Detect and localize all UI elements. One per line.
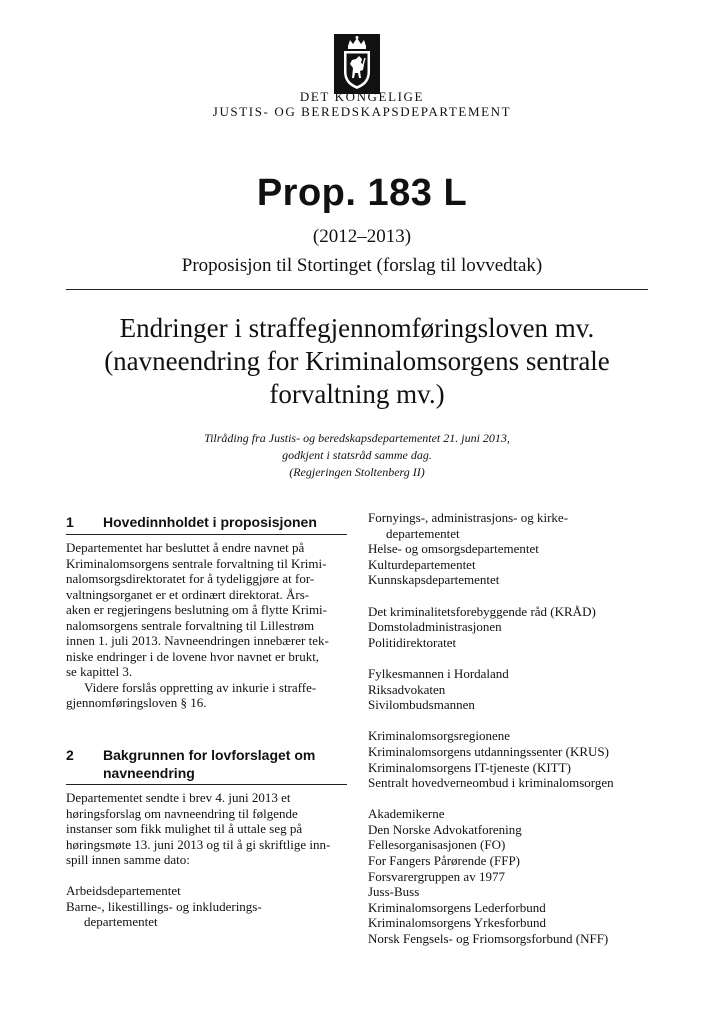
recommendation-line: godkjent i statsråd samme dag.	[282, 448, 432, 462]
list-item: Kunnskapsdepartementet	[368, 572, 500, 588]
text-line: gjennomføringsloven § 16.	[66, 695, 207, 710]
section-title	[103, 746, 348, 782]
list-item: Kulturdepartementet	[368, 556, 476, 572]
list-gap	[368, 713, 658, 729]
list-item: Kriminalomsorgens utdanningssenter (KRUS)	[368, 743, 609, 759]
section-1-paragraph	[66, 540, 347, 711]
main-title-line: (navneendring for Kriminalomsorgens sentrale	[104, 346, 610, 376]
text-line: høringsmøte 13. juni 2013 og til å gi skriftlige inn-	[66, 836, 331, 852]
main-title-line: forvaltning mv.)	[269, 379, 445, 409]
list-gap	[368, 650, 658, 666]
list-gap	[368, 791, 658, 807]
list-item: Politidirektoratet	[368, 634, 457, 650]
list-item: Sivilombudsmannen	[368, 697, 475, 713]
consultation-list-left	[66, 883, 347, 930]
section-title-line: Bakgrunnen for lovforslaget om	[103, 747, 316, 763]
list-item: departementet	[386, 525, 460, 541]
section-2-paragraph	[66, 790, 347, 868]
text-line: Kriminalomsorgens sentrale forvaltning til Krimi-	[66, 555, 327, 571]
text-line: Departementet sendte i brev 4. juni 2013 et	[66, 790, 291, 805]
list-item: Den Norske Advokatforening	[368, 821, 522, 837]
list-item: departementet	[84, 914, 158, 929]
list-item: Riksadvokaten	[368, 681, 446, 697]
main-title-line: Endringer i straffegjennomføringsloven mv.	[119, 313, 595, 343]
text-line: nalomsorgsdirektoratet for å tydeliggjøre at for-	[66, 571, 315, 586]
text-line: Videre forslås oppretting av inkurie i straffe-	[84, 679, 317, 695]
recommendation-line: (Regjeringen Stoltenberg II)	[289, 465, 425, 479]
consultation-list-right	[368, 510, 658, 947]
recommendation-line: Tilråding fra Justis- og beredskapsdepartementet 21. juni 2013,	[204, 431, 510, 445]
text-line: høringsforslag om navneendring til følgende	[66, 805, 298, 821]
text-line: se kapittel 3.	[66, 664, 133, 679]
text-line: innen 1. juli 2013. Navneendringen innebærer tek-	[66, 633, 329, 648]
list-item: Det kriminalitetsforebyggende råd (KRÅD)	[368, 603, 596, 619]
proposition-number: Prop. 183 L	[256, 172, 468, 214]
list-item: Fellesorganisasjonen (FO)	[368, 837, 506, 853]
list-item: Domstoladministrasjonen	[368, 619, 502, 635]
text-line: niske endringer i de lovene hvor navnet er brukt,	[66, 648, 320, 664]
list-item: Juss-Buss	[368, 884, 420, 900]
ministry-name-line2: JUSTIS- OG BEREDSKAPSDEPARTEMENT	[212, 104, 512, 119]
text-line: spill innen samme dato:	[66, 852, 190, 867]
coat-of-arms-icon	[334, 34, 380, 94]
list-item: Forsvarergruppen av 1977	[368, 868, 505, 884]
list-item: Helse- og omsorgsdepartementet	[368, 541, 539, 557]
section-number: 1	[66, 514, 74, 530]
text-line: nalomsorgens sentrale forvaltning til Lillestrøm	[66, 617, 315, 633]
list-item: Sentralt hovedverneombud i kriminalomsorgen	[368, 775, 614, 791]
section-divider	[66, 784, 347, 785]
session-years: (2012–2013)	[312, 226, 412, 247]
section-title	[103, 513, 348, 531]
section-divider	[66, 534, 347, 535]
section-title-line: Hovedinnholdet i proposisjonen	[103, 514, 317, 530]
list-item: Norsk Fengsels- og Friomsorgsforbund (NFF)	[368, 931, 609, 947]
document-main-title	[66, 312, 648, 411]
ministry-name-line1: DET KONGELIGE	[299, 89, 425, 104]
list-item: Kriminalomsorgens IT-tjeneste (KITT)	[368, 759, 571, 775]
list-item: Kriminalomsorgens Yrkesforbund	[368, 915, 547, 931]
list-gap	[368, 588, 658, 604]
list-item: Fornyings-, administrasjons- og kirke-	[368, 510, 569, 525]
text-line: Departementet har besluttet å endre navnet på	[66, 540, 305, 555]
list-item: Kriminalomsorgsregionene	[368, 728, 511, 744]
list-item: Fylkesmannen i Hordaland	[368, 665, 509, 681]
text-line: instanser som fikk mulighet til å uttale seg på	[66, 821, 303, 836]
proposition-subtitle: Proposisjon til Stortinget (forslag til lovvedtak)	[181, 255, 543, 276]
list-item: Akademikerne	[368, 806, 445, 822]
section-number: 2	[66, 747, 74, 763]
text-line: valtningsorganet er et ordinært direktorat. Års-	[66, 586, 310, 602]
list-item: Arbeidsdepartementet	[66, 883, 181, 898]
list-item: Kriminalomsorgens Lederforbund	[368, 899, 546, 915]
header-divider	[66, 289, 648, 290]
text-line: aken er regjeringens beslutning om å flytte Krimi-	[66, 602, 328, 617]
list-item: For Fangers Pårørende (FFP)	[368, 853, 521, 869]
section-title-line: navneendring	[103, 765, 195, 781]
list-item: Barne-, likestillings- og inkluderings-	[66, 898, 262, 914]
recommendation-note	[66, 430, 648, 481]
